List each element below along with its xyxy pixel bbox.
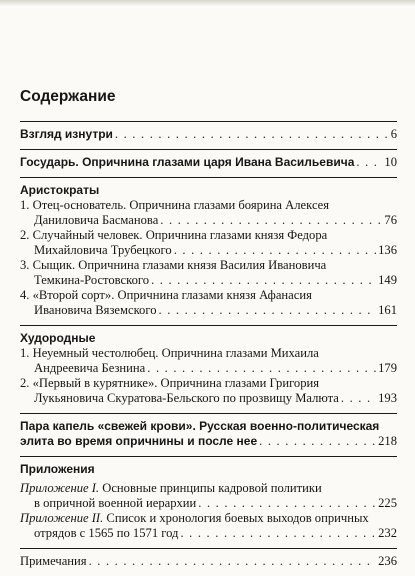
toc-entry-para-kapel[interactable] bbox=[20, 419, 397, 449]
toc-entry-aristokraty-4[interactable] bbox=[20, 288, 397, 318]
page-number: 10 bbox=[384, 155, 397, 169]
toc-entry-hudorodnye-2[interactable] bbox=[20, 376, 397, 406]
table-of-contents bbox=[20, 88, 397, 576]
toc-entry-line1 bbox=[20, 481, 397, 496]
section-heading: Худородные bbox=[20, 331, 96, 345]
page-title: Содержание bbox=[20, 88, 116, 105]
section-gosudar bbox=[20, 149, 397, 170]
toc-entry-aristokraty-2[interactable] bbox=[20, 228, 397, 258]
toc-entry-primechaniya[interactable] bbox=[20, 554, 397, 569]
toc-entry-line2: Андреевича Безнина bbox=[34, 361, 146, 375]
page-number: 149 bbox=[378, 273, 397, 287]
page-number: 236 bbox=[378, 554, 397, 568]
page-number: 193 bbox=[378, 391, 397, 405]
section-heading: Аристократы bbox=[20, 183, 100, 197]
leader-dots bbox=[198, 496, 376, 511]
toc-entry-text: Примечания bbox=[20, 554, 87, 568]
leader-dots bbox=[115, 127, 389, 142]
page-number: 218 bbox=[378, 434, 397, 448]
appendix-title: Список и хронология боевых выходов опричных bbox=[103, 511, 369, 525]
section-prilozheniya bbox=[20, 456, 397, 541]
leader-dots bbox=[159, 303, 377, 318]
toc-entry-prilozhenie-2[interactable] bbox=[20, 511, 397, 541]
leader-dots bbox=[356, 155, 382, 170]
leader-dots bbox=[160, 213, 382, 228]
toc-entry-line1: 3. Сыщик. Опричнина глазами князя Василия Ивановича bbox=[20, 258, 327, 272]
toc-entry-line2: элита во время опричнины и после нее bbox=[20, 434, 258, 448]
toc-entry-line2: отрядов с 1565 по 1571 год bbox=[34, 526, 179, 540]
toc-entry-line1: Пара капель «свежей крови». Русская военно-политическая bbox=[20, 419, 380, 433]
section-para-kapel bbox=[20, 413, 397, 449]
toc-entry-aristokraty-1[interactable] bbox=[20, 198, 397, 228]
toc-entry-line2: Михайловича Трубецкого bbox=[34, 243, 172, 257]
page-number: 161 bbox=[378, 303, 397, 317]
leader-dots bbox=[174, 243, 376, 258]
section-aristokraty bbox=[20, 177, 397, 318]
toc-entry-text: Взгляд изнутри bbox=[20, 127, 113, 141]
toc-entry-text: Государь. Опричнина глазами царя Ивана Васильевича bbox=[20, 155, 355, 169]
leader-dots bbox=[341, 391, 376, 406]
leader-dots bbox=[89, 554, 377, 569]
leader-dots bbox=[259, 434, 376, 449]
page-number: 225 bbox=[378, 496, 397, 510]
toc-entry-line1: 1. Неуемный честолюбец. Опричнина глазами Михаила bbox=[20, 346, 319, 360]
section-primechaniya bbox=[20, 548, 397, 569]
toc-entry-line2: Даниловича Басманова bbox=[34, 213, 159, 227]
leader-dots bbox=[147, 361, 376, 376]
toc-entry-hudorodnye-1[interactable] bbox=[20, 346, 397, 376]
page-number: 179 bbox=[378, 361, 397, 375]
toc-entry-gosudar[interactable] bbox=[20, 155, 397, 170]
toc-entry-vzglyad[interactable] bbox=[20, 127, 397, 142]
toc-entry-line1: 1. Отец-основатель. Опричнина глазами боярина Алексея bbox=[20, 198, 330, 212]
toc-entry-line2: Ивановича Вяземского bbox=[34, 303, 157, 317]
toc-entry-line1: 2. Случайный человек. Опричнина глазами князя Федора bbox=[20, 228, 328, 242]
toc-entry-line1: 2. «Первый в курятнике». Опричнина глазами Григория bbox=[20, 376, 320, 390]
page-number: 232 bbox=[378, 526, 397, 540]
page-number: 76 bbox=[384, 213, 397, 227]
toc-entry-line1 bbox=[20, 511, 397, 526]
appendix-title: Основные принципы кадровой политики bbox=[99, 481, 322, 495]
section-heading: Приложения bbox=[20, 462, 95, 476]
section-hudorodnye bbox=[20, 325, 397, 406]
toc-entry-line2: Лукьяновича Скуратова-Бельского по прозвищу Малюта bbox=[34, 391, 339, 405]
section-vzglyad bbox=[20, 121, 397, 142]
toc-entry-line2: Темкина-Ростовского bbox=[34, 273, 150, 287]
toc-entry-line1: 4. «Второй сорт». Опричнина глазами князя Афанасия bbox=[20, 288, 312, 302]
leader-dots bbox=[151, 273, 376, 288]
leader-dots bbox=[180, 526, 376, 541]
appendix-label: Приложение I. bbox=[20, 481, 100, 495]
page-number: 136 bbox=[378, 243, 397, 257]
page-number: 6 bbox=[390, 127, 397, 141]
toc-entry-aristokraty-3[interactable] bbox=[20, 258, 397, 288]
toc-entry-line2: в опричной военной иерархии bbox=[34, 496, 197, 510]
appendix-label: Приложение II. bbox=[20, 511, 104, 525]
page-edge-shadow bbox=[0, 0, 415, 6]
toc-entry-prilozhenie-1[interactable] bbox=[20, 481, 397, 511]
